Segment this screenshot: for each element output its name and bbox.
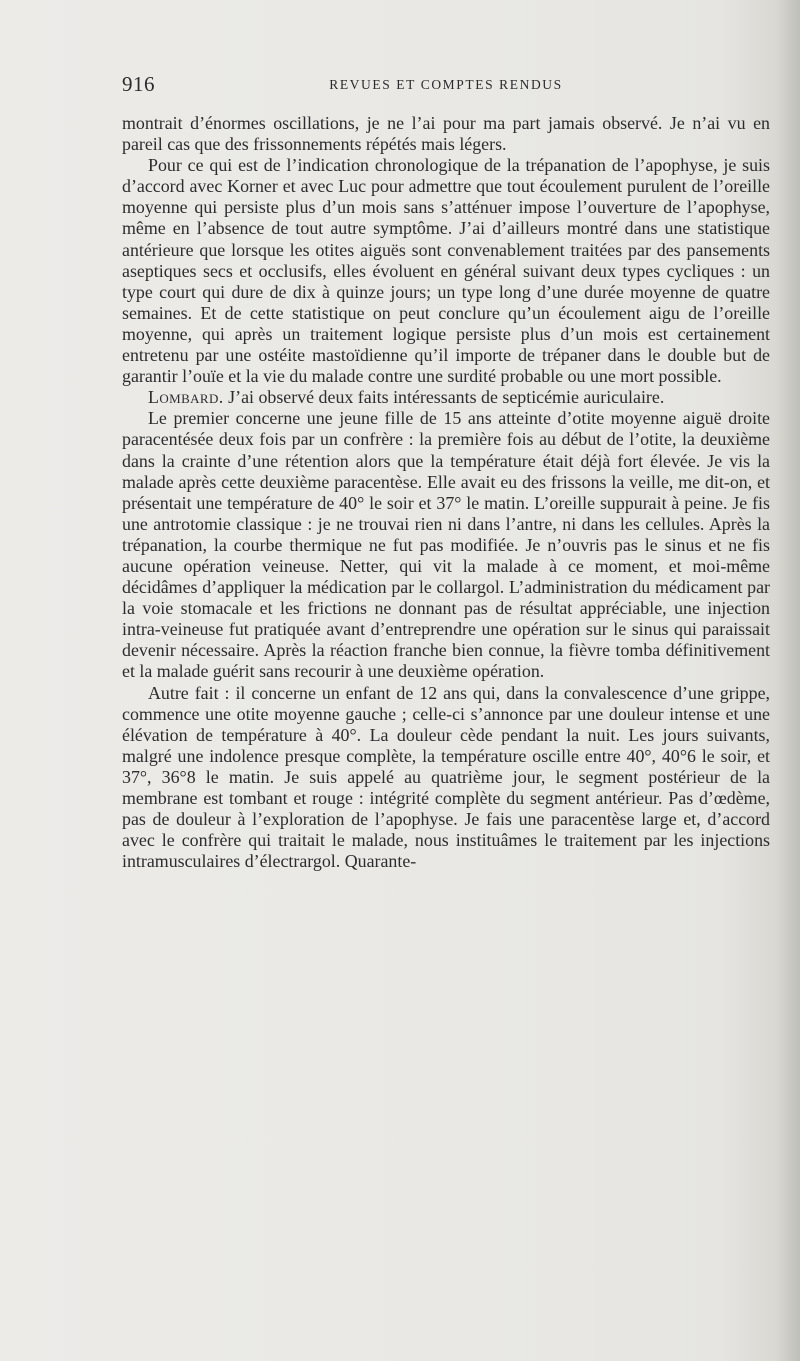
paragraph-5: Autre fait : il concerne un enfant de 12 ans qui, dans la convalescence d’une grippe, commence une otite moyenne gauche ; celle-ci s’annonce par une douleur intense et une élévation de température à 40°. La douleur cède pendant la nuit. Les jours suivants, malgré une indolence presque complète, la température oscille entre 40°, 40°6 le soir, et 37°, 36°8 le matin. Je suis appelé au quatrième jour, le segment postérieur de la membrane est tombant et rouge : intégrité complète du segment antérieur. Pas d’œdème, pas de douleur à l’exploration de l’apophyse. Je fais une paracentèse large et, d’accord avec le confrère qui traitait le malade, nous instituâmes le traitement par les injections intramusculaires d’électrargol. Quarante- xyxy=(122,682,770,872)
paragraph-4: Le premier concerne une jeune fille de 15 ans atteinte d’otite moyenne aiguë droite paracentésée deux fois par un confrère : la première fois au début de l’otite, la deuxième dans la crainte d’une rétention alors que la température était déjà fort élevée. Je vis la malade après cette deuxième paracentèse. Elle avait eu des frissons la veille, me dit-on, et présentait une température de 40° le soir et 37° le matin. L’oreille suppurait à peine. Je fis une antrotomie classique : je ne trouvai rien ni dans l’antre, ni dans les cellules. Après la trépanation, la courbe thermique ne fut pas modifiée. Je n’ouvris pas le sinus et ne fis aucune opération veineuse. Netter, qui vit la malade à ce moment, et moi-même décidâmes d’appliquer la médication par le collargol. L’administration du médicament par la voie stomacale et les frictions ne donnant pas de résultat appréciable, une injection intra-veineuse fut pratiquée avant d’entreprendre une opération sur le sinus qui paraissait devenir nécessaire. Après la réaction franche bien connue, la fièvre tomba définitivement et la malade guérit sans recourir à une deuxième opération. xyxy=(122,408,770,682)
body-text xyxy=(122,113,770,872)
page-header xyxy=(122,72,770,98)
paragraph-2: Pour ce qui est de l’indication chronologique de la trépanation de l’apophyse, je suis d’accord avec Korner et avec Luc pour admettre que tout écoulement purulent de l’oreille moyenne qui persiste plus d’un mois sans s’atténuer impose l’ouverture de l’apophyse, même en l’absence de tout autre symptôme. J’ai d’ailleurs montré dans une statistique antérieure que lorsque les otites aiguës sont convenablement traitées par des pansements aseptiques secs et occlusifs, elles évoluent en général suivant deux types cycliques : un type court qui dure de dix à quinze jours; un type long d’une durée moyenne de quatre semaines. Et de cette statistique on peut conclure qu’un écoulement aigu de l’oreille moyenne, qui après un traitement logique persiste plus d’un mois est certainement entretenu par une ostéite mastoïdienne qu’il importe de trépaner dans le double but de garantir l’ouïe et la vie du malade contre une surdité probable ou une mort possible. xyxy=(122,155,770,387)
paragraph-3-text: J’ai observé deux faits intéressants de septicémie auriculaire. xyxy=(223,387,665,408)
page-number: 916 xyxy=(122,72,155,96)
running-head: REVUES ET COMPTES RENDUS xyxy=(329,77,563,92)
paragraph-3 xyxy=(122,387,770,408)
paragraph-1: montrait d’énormes oscillations, je ne l’ai pour ma part jamais observé. Je n’ai vu en pareil cas que des frissonnements répétés mais légers. xyxy=(122,113,770,155)
speaker-name: Lombard. xyxy=(148,387,224,408)
